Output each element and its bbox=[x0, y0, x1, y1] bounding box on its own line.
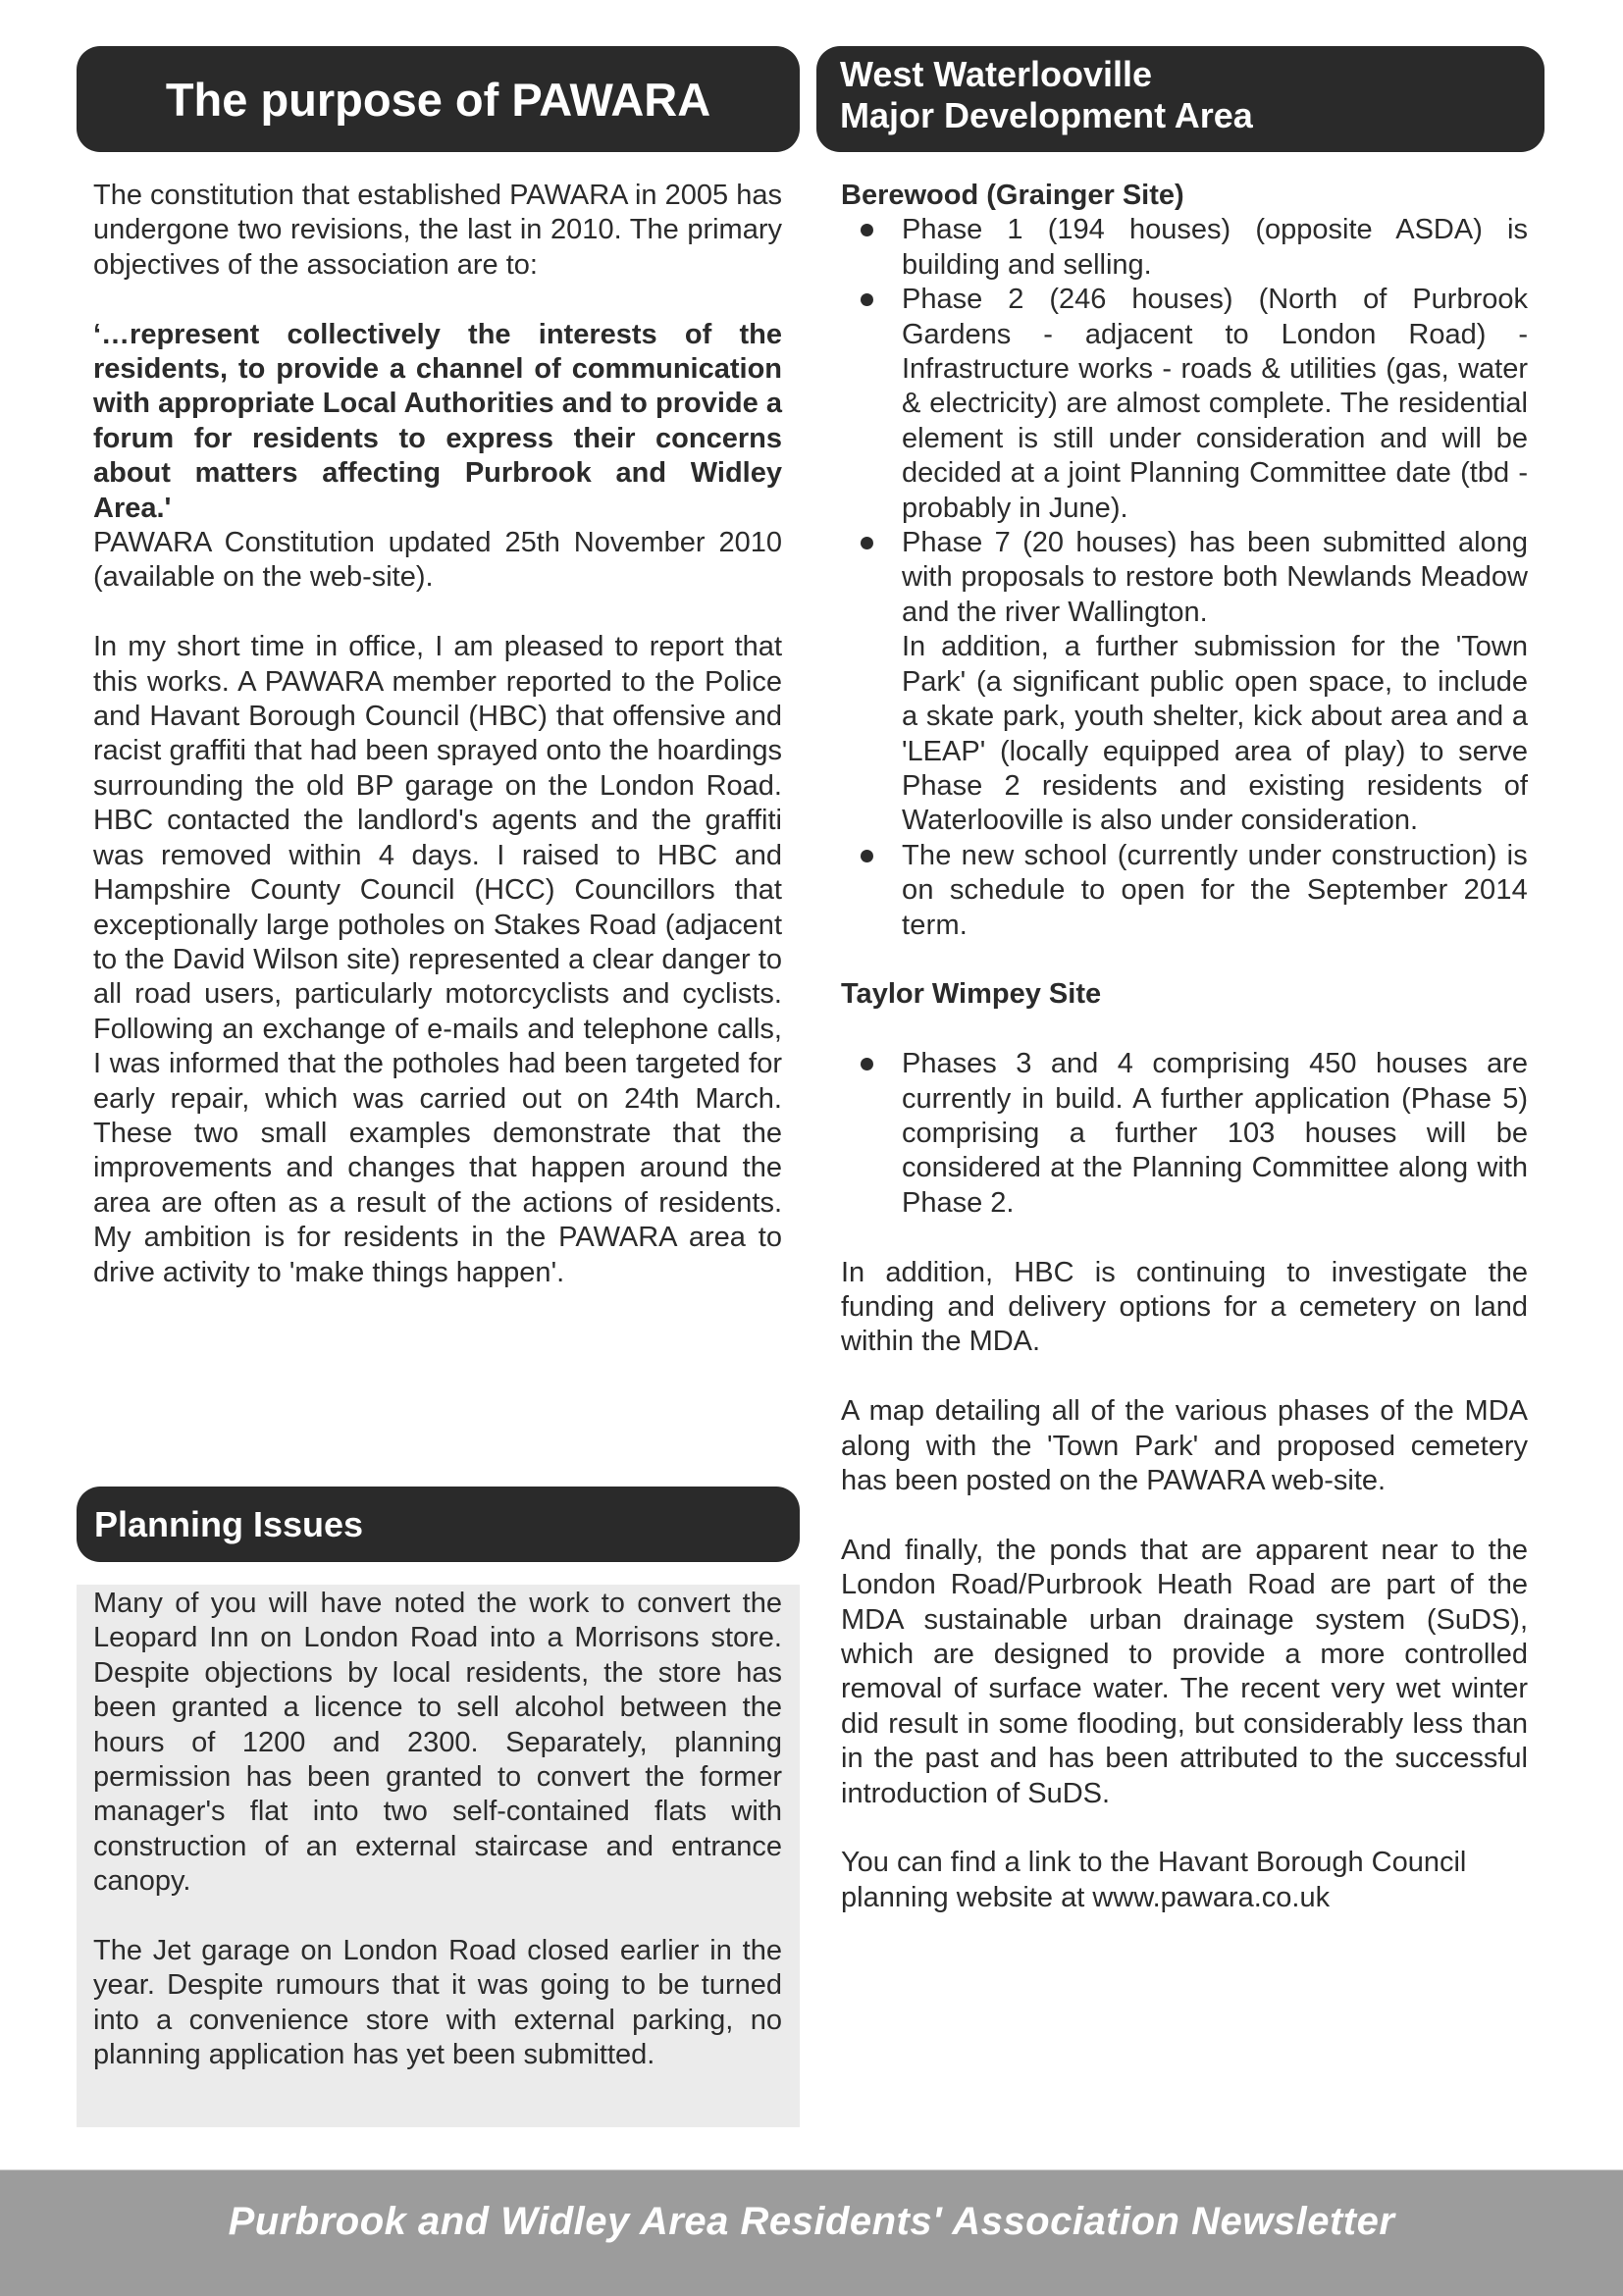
list-item bbox=[841, 1047, 1528, 1221]
spacer bbox=[841, 943, 1528, 977]
chair-report: In my short time in office, I am pleased to report that this works. A PAWARA member reported to the Police and Havant Borough Council (HBC) that offensive and racist graffiti that had been sprayed onto the hoardings surrounding the old BP garage on the London Road. HBC contacted the landlord's agents and the graffiti was removed within 4 days. I raised to HBC and Hampshire County Council (HCC) Councillors that exceptionally large potholes on Stakes Road (adjacent to the David Wilson site) represented a clear danger to all road users, particularly motorcyclists and cyclists. Following an exchange of e-mails and telephone calls, I was informed that the potholes had been targeted for early repair, which was carried out on 24th March. These two small examples demonstrate that the improvements and changes that happen around the area are often as a result of the actions of residents. My ambition is for residents in the PAWARA area to drive activity to 'make things happen'. bbox=[93, 631, 782, 1288]
map-paragraph: A map detailing all of the various phases of the MDA along with the 'Town Park' and proposed cemetery has been posted on the PAWARA web-site. bbox=[841, 1395, 1528, 1496]
planning-issues-heading-text: Planning Issues bbox=[94, 1503, 364, 1544]
jet-garage-paragraph: The Jet garage on London Road closed earlier in the year. Despite rumours that it was going to be turned into a convenience store with external parking, no planning application has yet been submitted. bbox=[93, 1935, 782, 2071]
spacer bbox=[841, 1811, 1528, 1846]
planning-issues-article bbox=[93, 1587, 782, 2073]
list-item bbox=[841, 839, 1528, 943]
bullet-icon bbox=[861, 224, 873, 236]
spacer bbox=[93, 596, 782, 630]
footer-title: Purbrook and Widley Area Residents' Association Newsletter bbox=[228, 2199, 1395, 2243]
list-item-text: Phase 1 (194 houses) (opposite ASDA) is building and selling. bbox=[902, 214, 1528, 281]
objectives-quote: ‘…represent collectively the interests of the residents, to provide a channel of communication with appropriate Local Authorities and to provide a forum for residents to express their concerns about matters affecting Purbrook and Widley Area.' bbox=[93, 318, 782, 524]
list-item bbox=[841, 283, 1528, 526]
website-paragraph: You can find a link to the Havant Borough Council planning website at www.pawara.co.uk bbox=[841, 1847, 1467, 1913]
list-item bbox=[841, 213, 1528, 283]
list-item bbox=[841, 526, 1528, 839]
spacer bbox=[841, 1498, 1528, 1533]
bullet-icon bbox=[861, 537, 873, 549]
spacer bbox=[841, 1013, 1528, 1047]
planning-issues-heading bbox=[77, 1487, 800, 1562]
spacer bbox=[841, 1360, 1528, 1394]
list-item-text: The new school (currently under construction) is on schedule to open for the September 2014 term. bbox=[902, 839, 1528, 941]
bullet-icon bbox=[861, 850, 873, 862]
berewood-subheading: Berewood (Grainger Site) bbox=[841, 180, 1184, 211]
bullet-icon bbox=[861, 293, 873, 306]
spacer bbox=[93, 283, 782, 317]
cemetery-paragraph: In addition, HBC is continuing to investigate the funding and delivery options for a cemetery on land within the MDA. bbox=[841, 1256, 1528, 1358]
mda-heading bbox=[816, 46, 1544, 152]
morrisons-paragraph: Many of you will have noted the work to convert the Leopard Inn on London Road into a Morrisons store. Despite objections by local residents, the store has been granted a licence to sell alcohol between the hours of 1200 and 2300. Separately, planning permission has been granted to convert the former manager's flat into two self-contained flats with construction of an external staircase and entrance canopy. bbox=[93, 1588, 782, 1898]
purpose-heading-text: The purpose of PAWARA bbox=[165, 73, 711, 126]
bullet-icon bbox=[861, 1058, 873, 1070]
taylor-wimpey-list bbox=[841, 1047, 1528, 1221]
spacer bbox=[93, 1900, 782, 1934]
list-item-text: Phase 2 (246 houses) (North of Purbrook Gardens - adjacent to London Road) - Infrastructure works - roads & utilities (gas, water & electricity) are almost complete. The residential element is still under consideration and will be decided at a joint Planning Committee date (tbd - probably in June). bbox=[902, 284, 1528, 524]
berewood-list bbox=[841, 213, 1528, 943]
purpose-heading bbox=[77, 46, 800, 152]
spacer bbox=[841, 1221, 1528, 1255]
mda-heading-line2: Major Development Area bbox=[840, 95, 1253, 135]
quote-source: PAWARA Constitution updated 25th November 2010 (available on the web-site). bbox=[93, 527, 782, 594]
purpose-article bbox=[93, 179, 782, 1290]
mda-heading-line1: West Waterlooville bbox=[840, 54, 1153, 94]
suds-paragraph: And finally, the ponds that are apparent near to the London Road/Purbrook Heath Road are part of the MDA sustainable urban drainage system (SuDS), which are designed to provide a more controlled removal of surface water. The recent very wet winter did result in some flooding, but considerably less than in the past and has been attributed to the successful introduction of SuDS. bbox=[841, 1534, 1528, 1809]
mda-article bbox=[841, 179, 1528, 1915]
list-item-text: Phases 3 and 4 comprising 450 houses are currently in build. A further application (Phase 5) comprising a further 103 houses will be considered at the Planning Committee along with Phase 2. bbox=[902, 1048, 1528, 1219]
town-park-text: In addition, a further submission for the 'Town Park' (a significant public open space, to include a skate park, youth shelter, kick about area and a 'LEAP' (locally equipped area of play) to serve Phase 2 residents and existing residents of Waterlooville is also under consideration. bbox=[902, 631, 1528, 837]
newsletter-footer bbox=[0, 2169, 1623, 2296]
taylor-wimpey-subheading: Taylor Wimpey Site bbox=[841, 978, 1102, 1011]
constitution-intro: The constitution that established PAWARA in 2005 has undergone two revisions, the last in 2010. The primary objectives of the association are to: bbox=[93, 180, 782, 281]
list-item-text: Phase 7 (20 houses) has been submitted along with proposals to restore both Newlands Meadow and the river Wallington. bbox=[902, 527, 1528, 628]
